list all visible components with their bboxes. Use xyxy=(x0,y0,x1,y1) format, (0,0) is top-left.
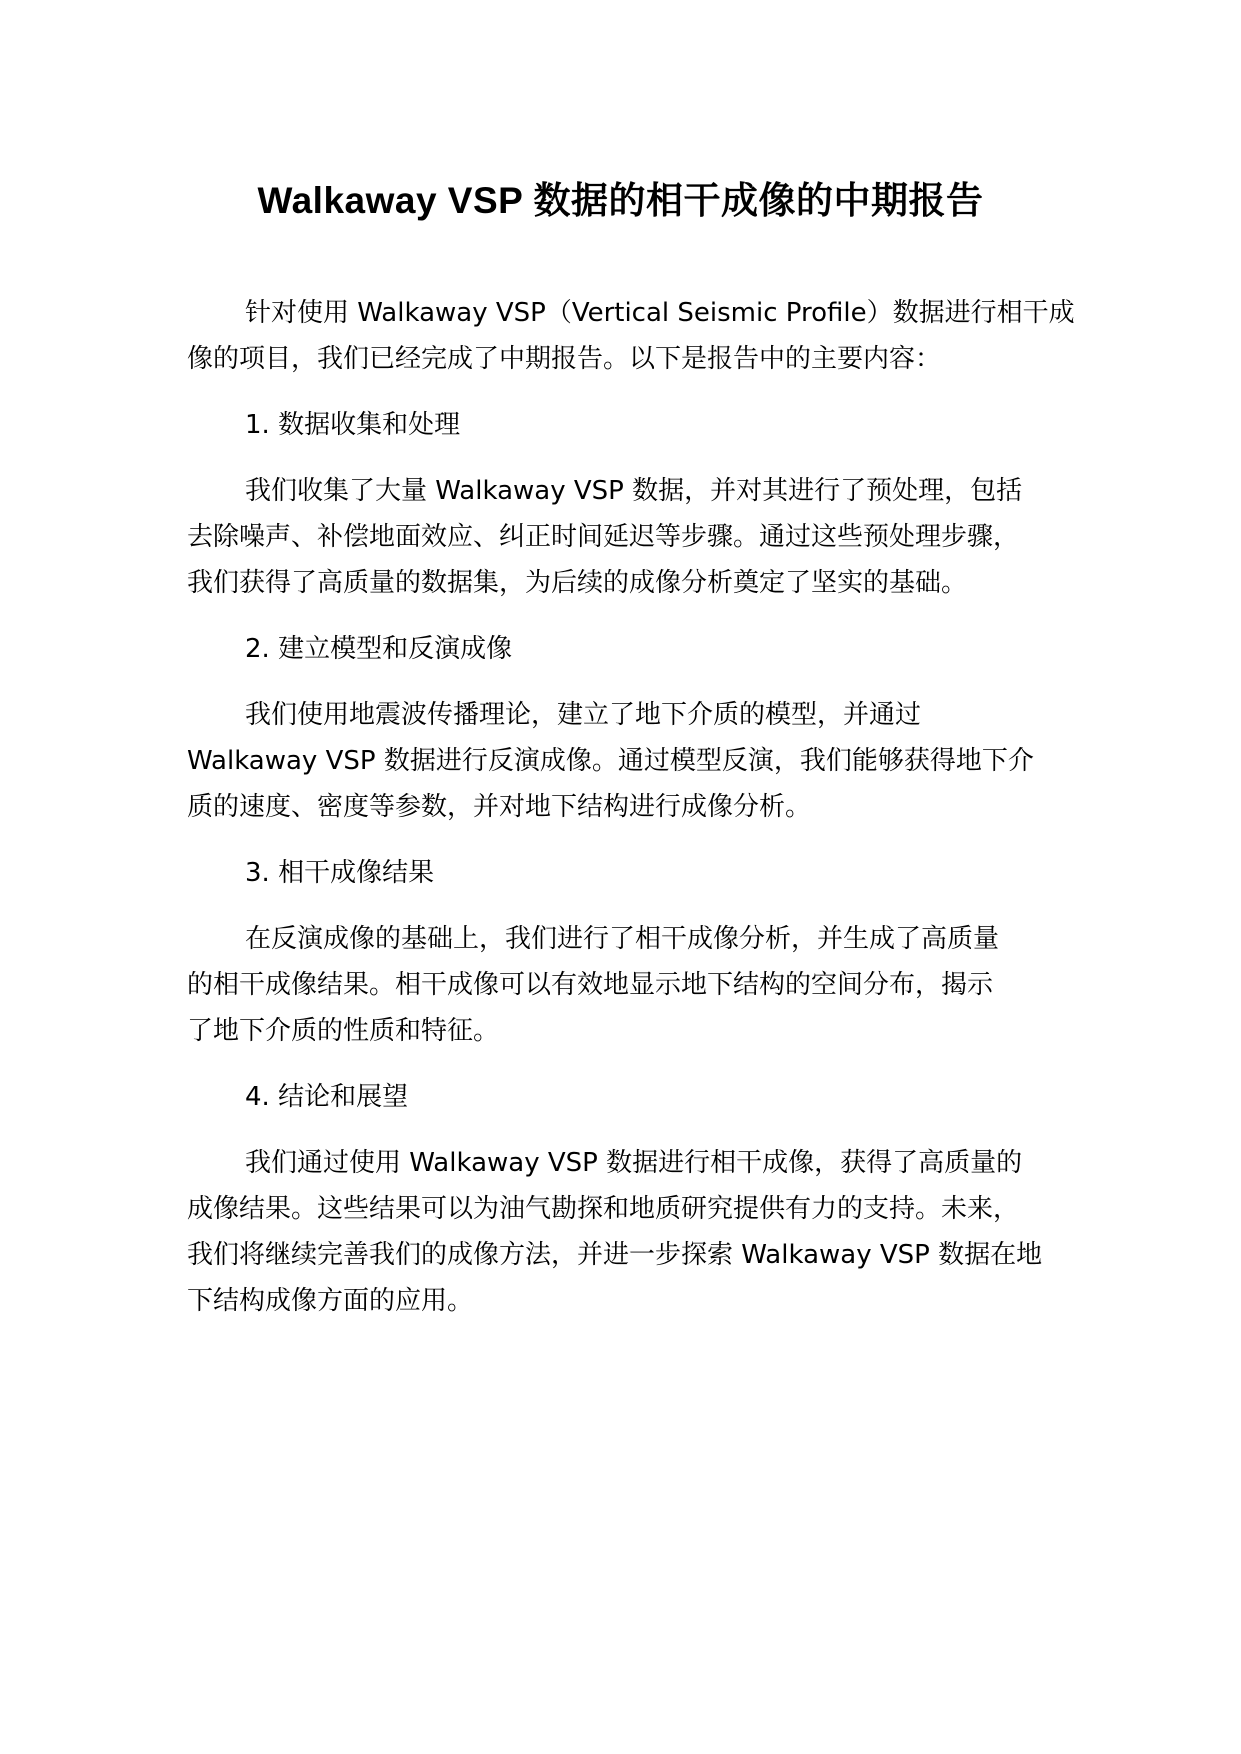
section-2-line-1: 我们使用地震波传播理论，建立了地下介质的模型，并通过 xyxy=(245,700,922,730)
section-4-line-1: 我们通过使用 Walkaway VSP 数据进行相干成像，获得了高质量的 xyxy=(245,1148,1023,1178)
section-2-line-2: Walkaway VSP 数据进行反演成像。通过模型反演，我们能够获得地下介 xyxy=(187,746,1034,776)
section-4-line-3: 我们将继续完善我们的成像方法，并进一步探索 Walkaway VSP 数据在地 xyxy=(187,1240,1043,1270)
section-heading-2: 2. 建立模型和反演成像 xyxy=(245,634,513,664)
section-heading-1: 1. 数据收集和处理 xyxy=(245,410,461,440)
section-4-line-4: 下结构成像方面的应用。 xyxy=(187,1286,474,1316)
section-3-line-3: 了地下介质的性质和特征。 xyxy=(187,1016,500,1046)
section-paragraph-1 xyxy=(187,468,1087,606)
intro-line-2: 像的项目，我们已经完成了中期报告。以下是报告中的主要内容： xyxy=(187,344,942,374)
section-1-line-3: 我们获得了高质量的数据集，为后续的成像分析奠定了坚实的基础。 xyxy=(187,568,968,598)
section-paragraph-2 xyxy=(187,692,1087,830)
section-4-line-2: 成像结果。这些结果可以为油气勘探和地质研究提供有力的支持。未来， xyxy=(187,1194,1020,1224)
section-heading-4: 4. 结论和展望 xyxy=(245,1082,409,1112)
intro-line-1: 针对使用 Walkaway VSP（Vertical Seismic Profile）数据进行相干成 xyxy=(245,298,1075,328)
section-1-line-2: 去除噪声、补偿地面效应、纠正时间延迟等步骤。通过这些预处理步骤， xyxy=(187,522,1020,552)
section-2-line-3: 质的速度、密度等参数，并对地下结构进行成像分析。 xyxy=(187,792,812,822)
section-3-line-2: 的相干成像结果。相干成像可以有效地显示地下结构的空间分布，揭示 xyxy=(187,970,994,1000)
section-1-line-1: 我们收集了大量 Walkaway VSP 数据，并对其进行了预处理，包括 xyxy=(245,476,1023,506)
intro-paragraph xyxy=(187,290,1087,382)
section-paragraph-4 xyxy=(187,1140,1087,1324)
section-3-line-1: 在反演成像的基础上，我们进行了相干成像分析，并生成了高质量 xyxy=(245,924,1000,954)
document-body xyxy=(187,290,1087,1344)
document-title: Walkaway VSP 数据的相干成像的中期报告 xyxy=(257,180,984,221)
section-paragraph-3 xyxy=(187,916,1087,1054)
section-heading-3: 3. 相干成像结果 xyxy=(245,858,435,888)
